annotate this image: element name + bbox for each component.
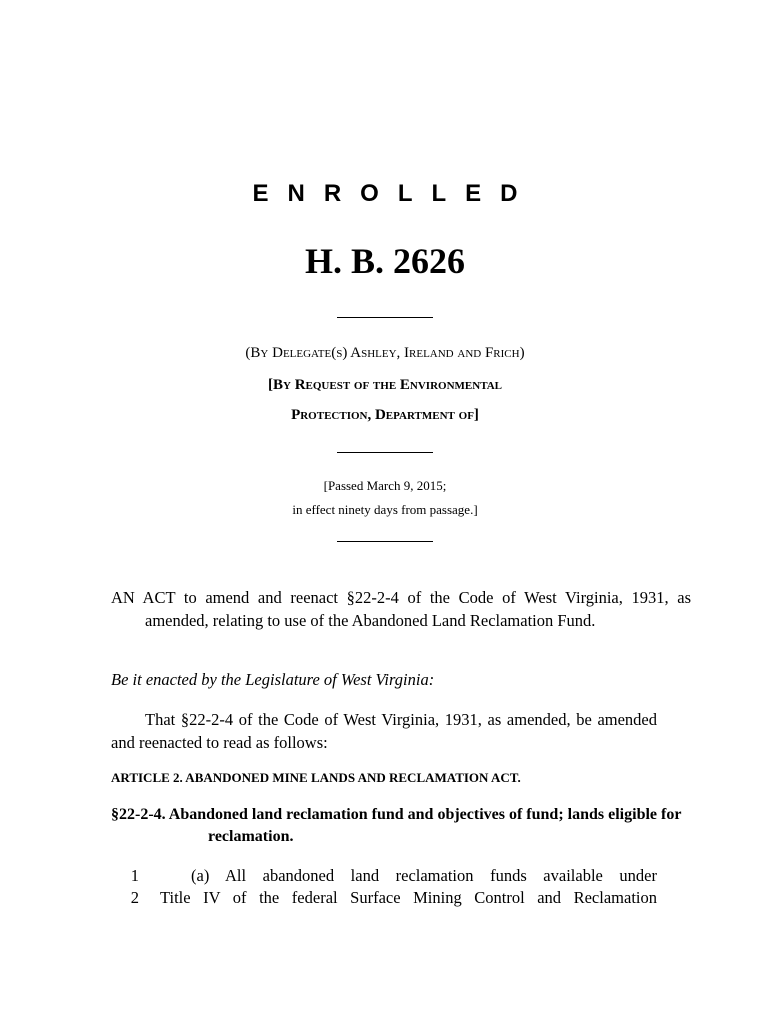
bill-number: H. B. 2626 — [304, 241, 465, 281]
line-text: (a) All abandoned land reclamation funds available under — [191, 866, 657, 885]
article-heading: ARTICLE 2. ABANDONED MINE LANDS AND RECLAMATION ACT. — [111, 770, 521, 785]
act-title: AN ACT to amend and reenact §22-2-4 of the Code of West Virginia, 1931, as amended, relating to use of the Abandoned Land Reclamation Fund. — [111, 588, 691, 630]
enrolled-heading: ENROLLED — [252, 180, 537, 207]
passed-date: [Passed March 9, 2015; — [323, 478, 447, 493]
enacting-clause: Be it enacted by the Legislature of West Virginia: — [111, 670, 435, 689]
numbered-line — [111, 864, 657, 887]
line-text: Title IV of the federal Surface Mining Control and Reclamation — [160, 888, 657, 907]
line-number: 2 — [130, 888, 139, 907]
divider-rule — [337, 541, 433, 542]
divider-rule — [337, 452, 433, 453]
effective-date: in effect ninety days from passage.] — [292, 502, 478, 517]
line-number: 1 — [130, 866, 139, 885]
amend-statement: That §22-2-4 of the Code of West Virginia, 1931, as amended, be amended and reenacted to read as follows: — [111, 710, 657, 752]
request-line-1: [By Request of the Environmental — [268, 377, 502, 393]
request-line-2: Protection, Department of] — [291, 407, 479, 423]
sponsors-line: (By Delegate(s) Ashley, Ireland and Frich) — [245, 345, 525, 361]
divider-rule — [337, 317, 433, 318]
numbered-line — [111, 886, 657, 909]
section-heading: §22-2-4. Abandoned land reclamation fund and objectives of fund; lands eligible for reclamation. — [111, 806, 682, 845]
